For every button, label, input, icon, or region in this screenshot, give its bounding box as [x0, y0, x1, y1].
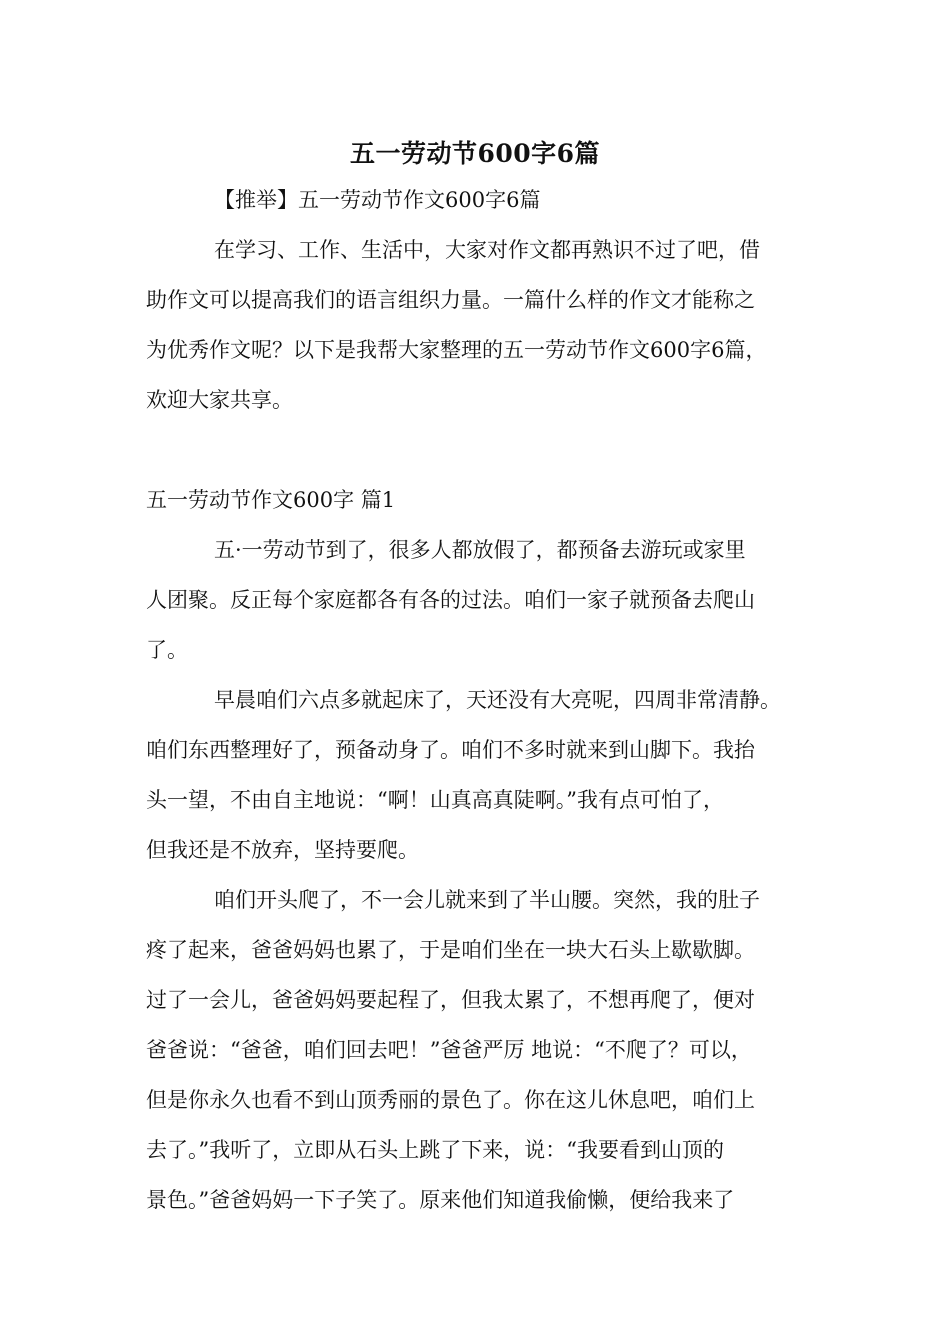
paragraph3-line-4: 爸爸说：“爸爸，咱们回去吧！”爸爸严厉 地说：“不爬了？可以， — [146, 1038, 752, 1062]
paragraph3-line-3: 过了一会儿，爸爸妈妈要起程了，但我太累了，不想再爬了，便对 — [146, 988, 755, 1012]
recommend-line: 【推举】五一劳动节作文600字6篇 — [214, 188, 541, 212]
document-title: 五一劳动节600字6篇 — [349, 139, 601, 168]
intro-line-3: 为优秀作文呢？以下是我帮大家整理的五一劳动节作文600字6篇， — [146, 338, 767, 362]
intro-line-4: 欢迎大家共享。 — [146, 388, 293, 412]
intro-line-1: 在学习、工作、生活中，大家对作文都再熟识不过了吧，借 — [214, 238, 760, 262]
paragraph3-line-6: 去了。”我听了，立即从石头上跳了下来，说：“我要看到山顶的 — [146, 1138, 724, 1162]
paragraph1-line-2: 人团聚。反正每个家庭都各有各的过法。咱们一家子就预备去爬山 — [146, 588, 755, 612]
paragraph3-line-7: 景色。”爸爸妈妈一下子笑了。原来他们知道我偷懒，便给我来了 — [146, 1188, 735, 1212]
paragraph3-line-2: 疼了起来，爸爸妈妈也累了，于是咱们坐在一块大石头上歇歇脚。 — [146, 938, 755, 962]
paragraph2-line-4: 但我还是不放弃，坚持要爬。 — [146, 838, 419, 862]
paragraph2-line-2: 咱们东西整理好了，预备动身了。咱们不多时就来到山脚下。我抬 — [146, 738, 755, 762]
paragraph2-line-1: 早晨咱们六点多就起床了，天还没有大亮呢，四周非常清静。 — [214, 688, 781, 712]
intro-line-2: 助作文可以提高我们的语言组织力量。一篇什么样的作文才能称之 — [146, 288, 755, 312]
paragraph3-line-1: 咱们开头爬了，不一会儿就来到了半山腰。突然，我的肚子 — [214, 888, 760, 912]
section-heading: 五一劳动节作文600字 篇1 — [146, 488, 396, 512]
paragraph1-line-3: 了。 — [146, 638, 188, 662]
paragraph1-line-1: 五·一劳动节到了，很多人都放假了，都预备去游玩或家里 — [214, 538, 746, 562]
paragraph2-line-3: 头一望，不由自主地说：“啊！山真高真陡啊。”我有点可怕了， — [146, 788, 724, 812]
paragraph3-line-5: 但是你永久也看不到山顶秀丽的景色了。你在这儿休息吧，咱们上 — [146, 1088, 755, 1112]
